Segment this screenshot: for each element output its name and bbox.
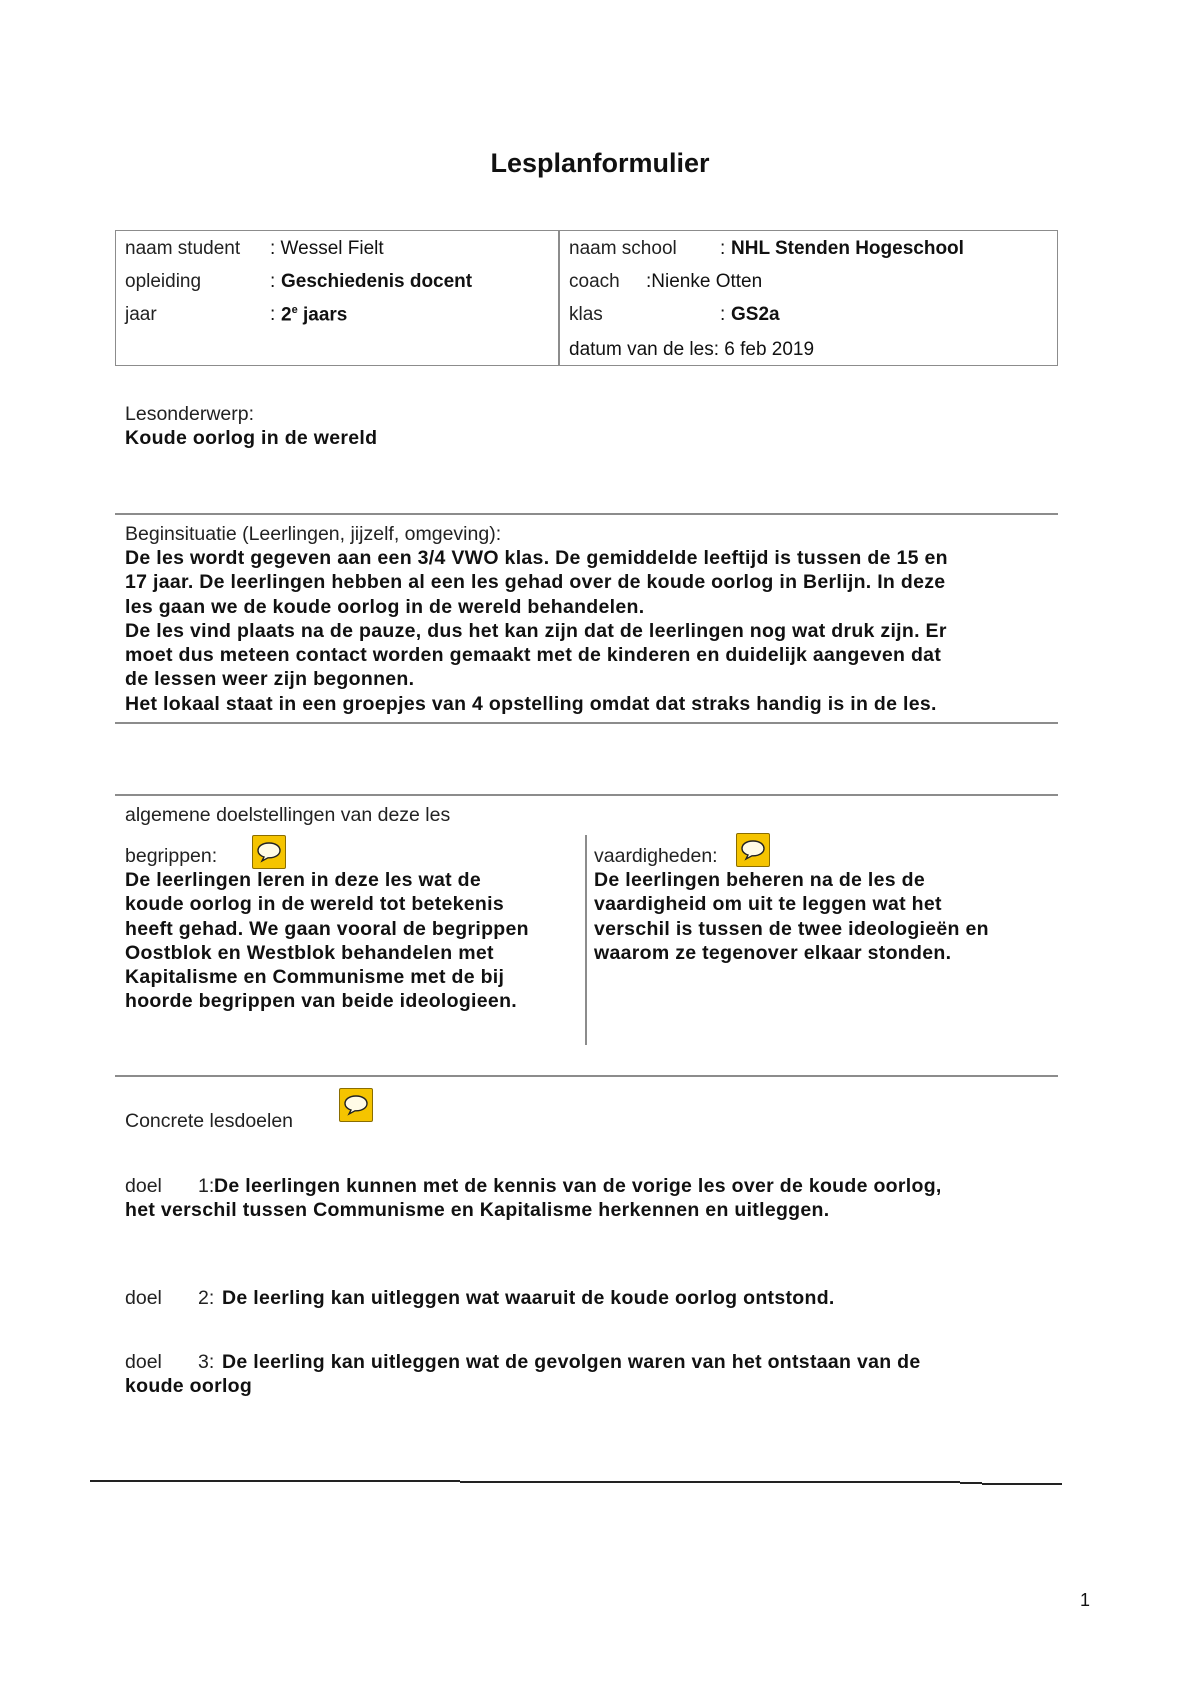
page-title: Lesplanformulier [490,148,710,178]
school-label: naam school [569,238,677,259]
section-divider [115,513,1058,515]
jaar-label: jaar [125,304,157,325]
footer-rule [90,1480,460,1482]
vaardigheden-label: vaardigheden: [594,845,718,867]
doel3-number: 3: [198,1351,215,1373]
begrippen-label: begrippen: [125,845,218,867]
text-line: De leerlingen beheren na de les de [594,869,925,891]
text-line: 17 jaar. De leerlingen hebben al een les gehad over de koude oorlog in Berlijn. In deze [125,571,946,594]
beginsituatie-label: Beginsituatie (Leerlingen, jijzelf, omgeving): [125,523,502,545]
doel1-text-line2: het verschil tussen Communisme en Kapitalisme herkennen en uitleggen. [125,1199,830,1221]
lesdatum: datum van de les: 6 feb 2019 [569,339,815,360]
student-value: : Wessel Fielt [270,238,384,259]
doel3-prefix: doel [125,1351,162,1373]
doel3-text-line1: De leerling kan uitleggen wat de gevolgen waren van het ontstaan van de [222,1351,921,1373]
text-line: waarom ze tegenover elkaar stonden. [594,941,952,964]
opleiding-colon: : [270,271,276,292]
text-line: Oostblok en Westblok behandelen met [125,941,494,964]
doel2-prefix: doel [125,1287,162,1309]
lesonderwerp-label: Lesonderwerp: [125,403,254,425]
jaar-value [281,304,347,326]
section-divider [115,794,1058,796]
lesdoelen-label: Concrete lesdoelen [125,1110,294,1132]
text-line: De les wordt gegeven aan een 3/4 VWO klas. De gemiddelde leeftijd is tussen de 15 en [125,547,948,569]
doel2-number: 2: [198,1287,215,1309]
opleiding-value: Geschiedenis docent [281,271,473,292]
comment-icon[interactable] [736,833,770,867]
text-line: De leerlingen leren in deze les wat de [125,869,482,891]
footer-rule [960,1482,982,1484]
klas-label: klas [569,304,603,325]
klas-value: GS2a [731,304,780,325]
text-line: verschil is tussen de twee ideologieën en [594,917,989,940]
jaar-colon: : [270,304,276,325]
header-divider [558,230,560,366]
school-value: NHL Stenden Hogeschool [731,238,964,259]
text-line: hoorde begrippen van beide ideologieen. [125,990,517,1013]
vaardigheden-text [594,868,1059,965]
text-line: koude oorlog in de wereld tot betekenis [125,893,505,916]
doel2-text: De leerling kan uitleggen wat waaruit de koude oorlog ontstond. [222,1287,835,1309]
student-label: naam student [125,238,241,259]
opleiding-label: opleiding [125,271,202,292]
lesonderwerp-value: Koude oorlog in de wereld [125,427,378,449]
section-divider [115,1075,1058,1077]
page-number: 1 [1080,1590,1091,1610]
doel3-text-line2: koude oorlog [125,1375,253,1397]
school-colon: : [720,238,726,259]
text-line: de lessen weer zijn begonnen. [125,668,415,691]
text-line: les gaan we de koude oorlog in de wereld behandelen. [125,595,645,618]
coach-label: coach [569,271,620,292]
begrippen-text [125,868,585,1014]
text-line: heeft gehad. We gaan vooral de begrippen [125,917,529,940]
section-divider [115,722,1058,724]
doelstellingen-label: algemene doelstellingen van deze les [125,804,451,826]
comment-icon[interactable] [252,835,286,869]
coach-value: :Nienke Otten [646,271,763,292]
doel1-number: 1: [198,1175,215,1197]
klas-colon: : [720,304,726,325]
doel1-prefix: doel [125,1175,162,1197]
text-line: Kapitalisme en Communisme met de bij [125,966,505,989]
comment-icon[interactable] [339,1088,373,1122]
jaar-superscript: e [291,304,298,316]
doel1-text-line1: De leerlingen kunnen met de kennis van de vorige les over de koude oorlog, [214,1175,942,1197]
text-line: De les vind plaats na de pauze, dus het kan zijn dat de leerlingen nog wat druk zijn. Er [125,619,947,642]
footer-rule [460,1481,482,1483]
text-line: Het lokaal staat in een groepjes van 4 opstelling omdat dat straks handig is in de les. [125,692,937,715]
text-line: moet dus meteen contact worden gemaakt met de kinderen en duidelijk aangeven dat [125,644,942,667]
footer-rule [982,1483,1062,1485]
text-line: vaardigheid om uit te leggen wat het [594,893,942,916]
jaar-rest: jaars [302,304,348,326]
jaar-number: 2 [281,304,292,326]
beginsituatie-text [125,546,1055,716]
column-divider [585,835,587,1045]
footer-rule [482,1481,960,1483]
